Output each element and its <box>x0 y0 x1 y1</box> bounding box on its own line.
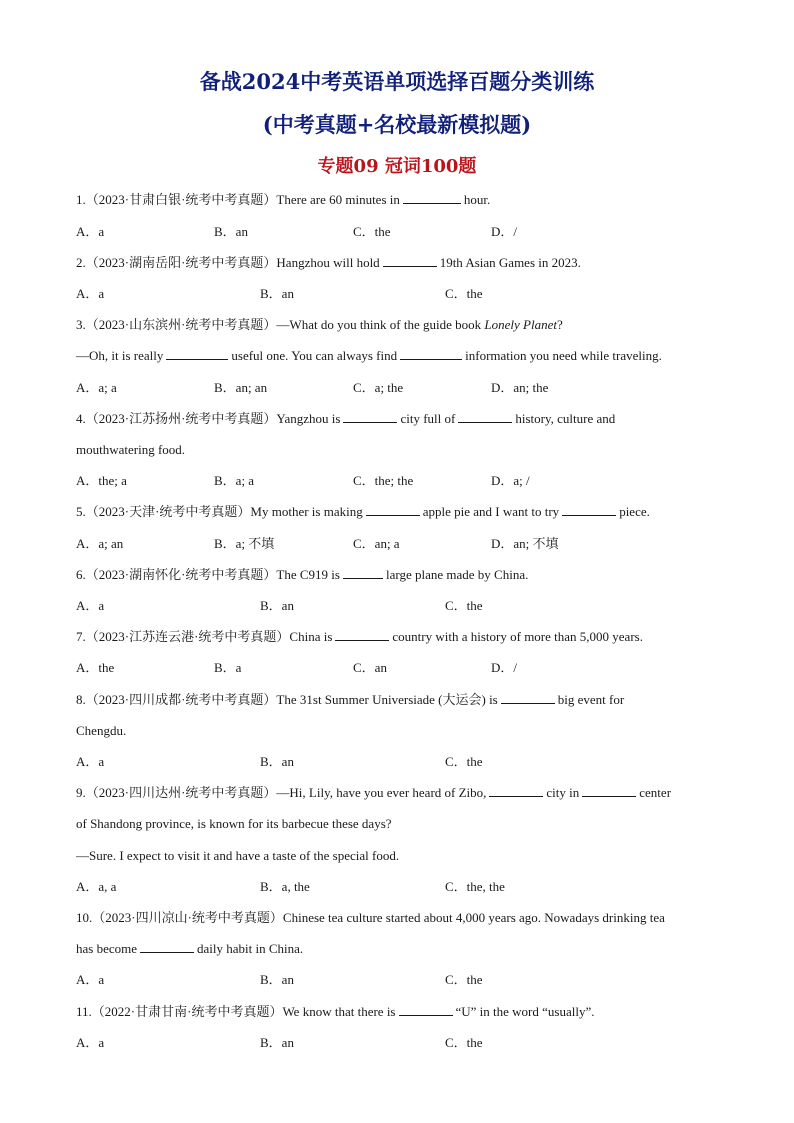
question-text: —What do you think of the guide book <box>276 317 482 332</box>
question-text: has become <box>76 941 138 956</box>
question-10 <box>76 909 665 927</box>
question-6 <box>76 566 528 584</box>
question-text: —Oh, it is really <box>76 348 164 363</box>
question-number: 5. <box>76 504 86 519</box>
option-b[interactable]: B．a; a <box>214 473 255 488</box>
option-b[interactable]: B．a <box>214 660 242 675</box>
option-c[interactable]: C．the <box>353 224 391 239</box>
option-a[interactable]: A．the; a <box>76 473 127 488</box>
question-4-line-2 <box>76 441 185 459</box>
option-c[interactable]: C．the, the <box>445 879 505 894</box>
options-row <box>0 659 794 677</box>
options-row <box>0 878 794 896</box>
question-1 <box>76 191 490 209</box>
question-number: 3. <box>76 317 86 332</box>
option-a[interactable]: A．a <box>76 754 105 769</box>
question-text: daily habit in China. <box>197 941 304 956</box>
question-text: We know that there is <box>282 1004 396 1019</box>
question-text: country with a history of more than 5,000 years. <box>392 629 643 644</box>
question-text: China is <box>289 629 333 644</box>
answer-blank <box>400 347 462 360</box>
options-row <box>0 379 794 397</box>
question-number: 9. <box>76 785 86 800</box>
option-d[interactable]: D．an; 不填 <box>491 536 559 551</box>
question-number: 2. <box>76 255 86 270</box>
option-b[interactable]: B．an <box>214 224 248 239</box>
question-text: big event for <box>557 692 625 707</box>
question-text: My mother is making <box>250 504 363 519</box>
question-source: （2023·甘肃白银·统考中考真题） <box>85 192 277 207</box>
option-b[interactable]: B．an <box>260 286 294 301</box>
question-text: apple pie and I want to try <box>422 504 560 519</box>
question-number: 1. <box>76 192 86 207</box>
option-b[interactable]: B．a, the <box>260 879 310 894</box>
option-d[interactable]: D．an; the <box>491 380 549 395</box>
question-4 <box>76 410 615 428</box>
question-10-line-2 <box>76 940 303 958</box>
question-text: useful one. You can always find <box>231 348 398 363</box>
answer-blank <box>166 347 228 360</box>
question-8 <box>76 691 624 709</box>
options-row <box>0 223 794 241</box>
question-number: 11. <box>76 1004 92 1019</box>
option-b[interactable]: B．an <box>260 972 294 987</box>
question-11 <box>76 1003 594 1021</box>
option-a[interactable]: A．a; an <box>76 536 124 551</box>
question-source: （2023·山东滨州·统考中考真题） <box>85 317 277 332</box>
option-a[interactable]: A．a <box>76 1035 105 1050</box>
question-text: of Shandong province, is known for its barbecue these days? <box>76 816 392 831</box>
question-number: 8. <box>76 692 86 707</box>
option-c[interactable]: C．the <box>445 754 483 769</box>
option-c[interactable]: C．the <box>445 598 483 613</box>
question-text: Chengdu. <box>76 723 127 738</box>
question-text: center <box>639 785 672 800</box>
option-c[interactable]: C．the; the <box>353 473 414 488</box>
question-text: mouthwatering food. <box>76 442 186 457</box>
question-source: （2023·江苏连云港·统考中考真题） <box>85 629 290 644</box>
question-text: information you need while traveling. <box>465 348 662 363</box>
question-text: —Sure. I expect to visit it and have a taste of the special food. <box>76 848 400 863</box>
question-text: 19th Asian Games in 2023. <box>439 255 581 270</box>
answer-blank <box>582 784 636 797</box>
question-text: Hangzhou will hold <box>276 255 380 270</box>
question-text: city full of <box>400 411 456 426</box>
question-text: history, culture and <box>515 411 616 426</box>
options-row <box>0 535 794 553</box>
question-source: （2023·江苏扬州·统考中考真题） <box>85 411 277 426</box>
question-9-line-2 <box>76 815 392 833</box>
question-text: There are 60 minutes in <box>276 192 400 207</box>
answer-blank <box>501 691 555 704</box>
answer-blank <box>403 191 461 204</box>
answer-blank <box>489 784 543 797</box>
question-8-line-2 <box>76 722 126 740</box>
option-a[interactable]: A．a; a <box>76 380 117 395</box>
question-text: Chinese tea culture started about 4,000 years ago. Nowadays drinking tea <box>282 910 665 925</box>
option-d[interactable]: D．a; / <box>491 473 530 488</box>
option-b[interactable]: B．an <box>260 754 294 769</box>
options-row <box>0 1034 794 1052</box>
option-c[interactable]: C．an; a <box>353 536 400 551</box>
option-b[interactable]: B．an <box>260 1035 294 1050</box>
answer-blank <box>399 1003 453 1016</box>
answer-blank <box>562 503 616 516</box>
question-text: piece. <box>619 504 650 519</box>
option-d[interactable]: D．/ <box>491 224 518 239</box>
option-a[interactable]: A．a <box>76 286 105 301</box>
topic-title: 专题09 冠词100题 <box>317 156 477 177</box>
question-source: （2023·四川达州·统考中考真题） <box>85 785 277 800</box>
question-source: （2023·四川成都·统考中考真题） <box>85 692 277 707</box>
question-text: The C919 is <box>276 567 340 582</box>
option-c[interactable]: C．the <box>445 286 483 301</box>
options-row <box>0 472 794 490</box>
answer-blank <box>140 940 194 953</box>
option-c[interactable]: C．a; the <box>353 380 404 395</box>
question-number: 10. <box>76 910 93 925</box>
question-7 <box>76 628 643 646</box>
option-a[interactable]: A．a <box>76 224 105 239</box>
question-9 <box>76 784 671 802</box>
options-row <box>0 971 794 989</box>
question-text: city in <box>546 785 580 800</box>
option-d[interactable]: D．/ <box>491 660 518 675</box>
question-source: （2022·甘肃甘南·统考中考真题） <box>91 1004 283 1019</box>
option-b[interactable]: B．an; an <box>214 380 268 395</box>
question-text: Yangzhou is <box>276 411 341 426</box>
question-text: —Hi, Lily, have you ever heard of Zibo, <box>276 785 487 800</box>
options-row <box>0 753 794 771</box>
question-5 <box>76 503 650 521</box>
question-source: （2023·湖南怀化·统考中考真题） <box>85 567 277 582</box>
question-3 <box>76 316 563 334</box>
question-source: （2023·四川凉山·统考中考真题） <box>92 910 283 925</box>
option-a[interactable]: A．a <box>76 972 105 987</box>
options-row <box>0 285 794 303</box>
question-number: 7. <box>76 629 86 644</box>
question-text: “U” in the word “usually”. <box>455 1004 595 1019</box>
options-row <box>0 597 794 615</box>
answer-blank <box>343 410 397 423</box>
option-b[interactable]: B．a; 不填 <box>214 536 275 551</box>
option-c[interactable]: C．the <box>445 972 483 987</box>
question-9-line-3 <box>76 847 399 865</box>
option-a[interactable]: A．a, a <box>76 879 117 894</box>
question-text: large plane made by China. <box>385 567 529 582</box>
answer-blank <box>335 628 389 641</box>
question-3-line-2 <box>76 347 662 365</box>
question-text: hour. <box>463 192 491 207</box>
question-number: 6. <box>76 567 86 582</box>
question-source: （2023·天津·统考中考真题） <box>85 504 251 519</box>
answer-blank <box>343 566 383 579</box>
question-number: 4. <box>76 411 86 426</box>
question-source: （2023·湖南岳阳·统考中考真题） <box>85 255 277 270</box>
document-subtitle: (中考真题+名校最新模拟题) <box>262 112 532 137</box>
option-b[interactable]: B．an <box>260 598 294 613</box>
answer-blank <box>383 254 437 267</box>
question-text: The 31st Summer Universiade (大运会) is <box>276 692 498 707</box>
option-a[interactable]: A．a <box>76 598 105 613</box>
answer-blank <box>366 503 420 516</box>
option-c[interactable]: C．the <box>445 1035 483 1050</box>
answer-blank <box>458 410 512 423</box>
book-title: Lonely Planet <box>484 317 557 332</box>
option-c[interactable]: C．an <box>353 660 387 675</box>
option-a[interactable]: A．the <box>76 660 115 675</box>
document-title: 备战2024中考英语单项选择百题分类训练 <box>199 69 595 94</box>
question-text: ? <box>556 317 563 332</box>
question-2 <box>76 254 581 272</box>
